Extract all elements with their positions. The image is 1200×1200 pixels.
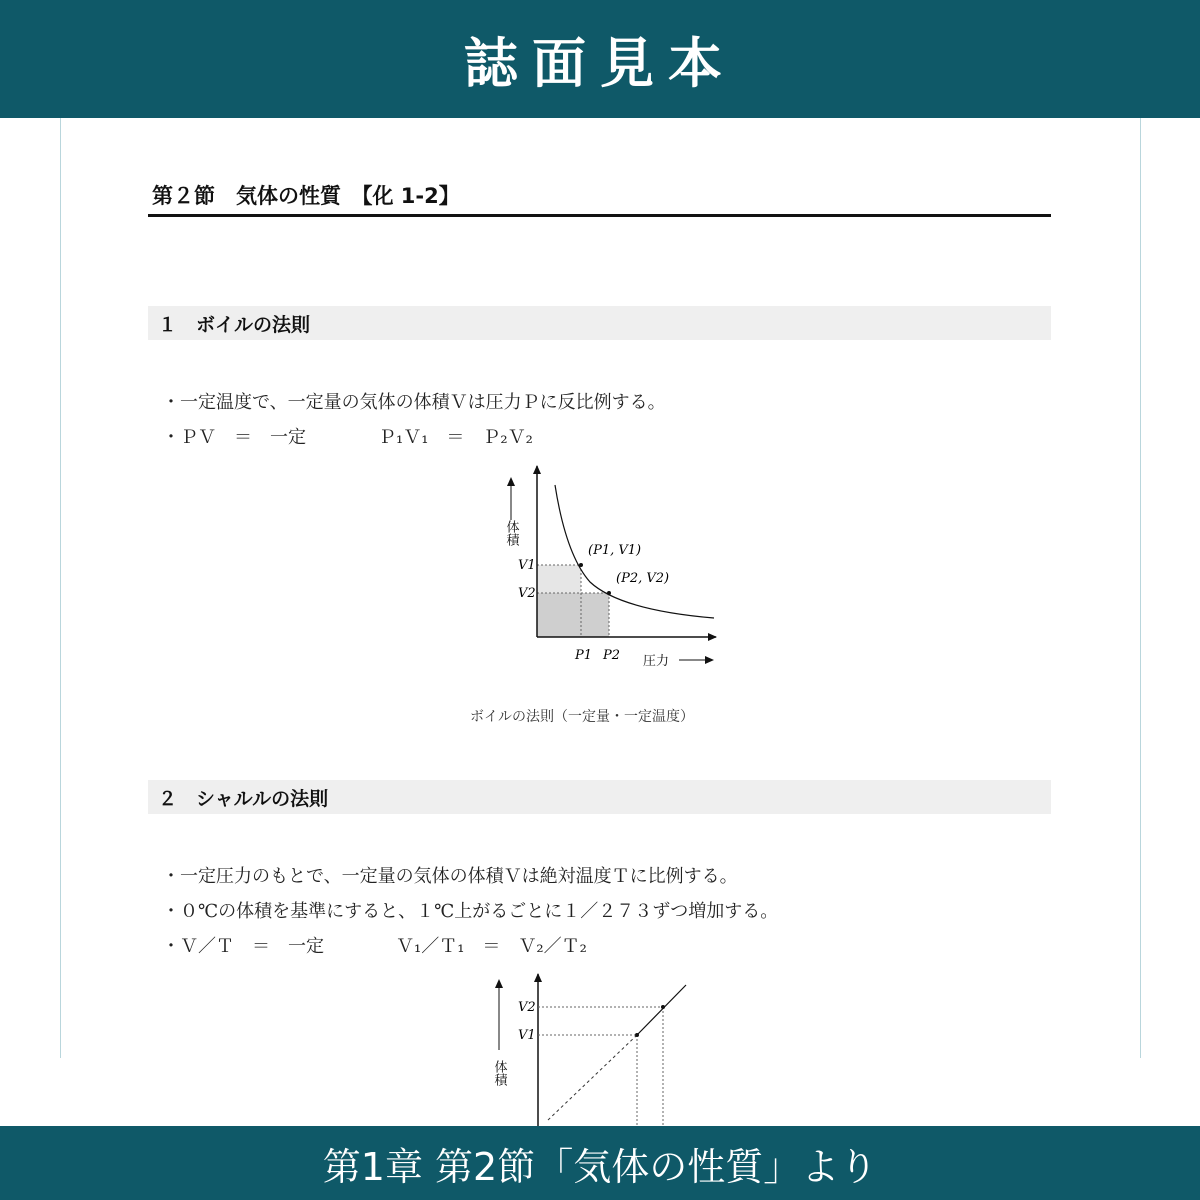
charles-line-1: ・一定圧力のもとで、一定量の気体の体積Ｖは絶対温度Ｔに比例する。 — [162, 866, 738, 887]
charles-point-1 — [635, 1033, 639, 1037]
charles-v1-label: V1 — [518, 1028, 536, 1043]
boyle-y-label: 体積 — [503, 520, 519, 546]
boyle-p2-label: P2 — [603, 648, 621, 663]
charles-v2-label: V2 — [518, 1000, 536, 1015]
section-title: 第２節 気体の性質 【化 1-2】 — [152, 184, 460, 208]
boyle-point-1 — [579, 563, 583, 567]
boyle-x-label: 圧力 — [643, 654, 670, 669]
footer-text: 第1章 第2節「気体の性質」より — [322, 1144, 878, 1189]
boyle-heading: １ ボイルの法則 — [148, 306, 1051, 340]
boyle-point-1-label: (P1, V1) — [588, 543, 642, 558]
boyle-line-1: ・一定温度で、一定量の気体の体積Ｖは圧力Ｐに反比例する。 — [162, 392, 666, 413]
boyle-area-1 — [537, 565, 581, 637]
boyle-p1-label: P1 — [575, 648, 593, 663]
charles-point-2 — [661, 1005, 665, 1009]
charles-heading: ２ シャルルの法則 — [148, 780, 1051, 814]
section-rule — [148, 214, 1051, 217]
charles-line-3: ・Ｖ／Ｔ ＝ 一定 Ｖ₁／Ｔ₁ ＝ Ｖ₂／Ｔ₂ — [162, 936, 587, 957]
boyle-line-2: ・ＰＶ ＝ 一定 Ｐ₁Ｖ₁ ＝ Ｐ₂Ｖ₂ — [162, 427, 533, 448]
boyle-point-2 — [607, 591, 611, 595]
banner-title: 誌面見本 — [464, 31, 736, 95]
charles-line-dashed — [548, 1035, 637, 1120]
boyle-curve — [555, 485, 714, 618]
page-border-left — [60, 118, 61, 1058]
boyle-v2-label: V2 — [518, 586, 536, 601]
charles-line-2: ・０℃の体積を基準にすると、１℃上がるごとに１／２７３ずつ増加する。 — [162, 901, 779, 922]
bottom-banner — [0, 1126, 1200, 1200]
top-banner — [0, 0, 1200, 118]
boyle-v1-label: V1 — [518, 558, 536, 573]
charles-line-solid — [637, 985, 686, 1035]
charles-y-label: 体積 — [491, 1060, 507, 1086]
boyle-caption: ボイルの法則（一定量・一定温度） — [470, 709, 694, 725]
boyle-area-2 — [537, 593, 609, 637]
page-border-right — [1140, 118, 1141, 1058]
boyle-point-2-label: (P2, V2) — [616, 571, 670, 586]
